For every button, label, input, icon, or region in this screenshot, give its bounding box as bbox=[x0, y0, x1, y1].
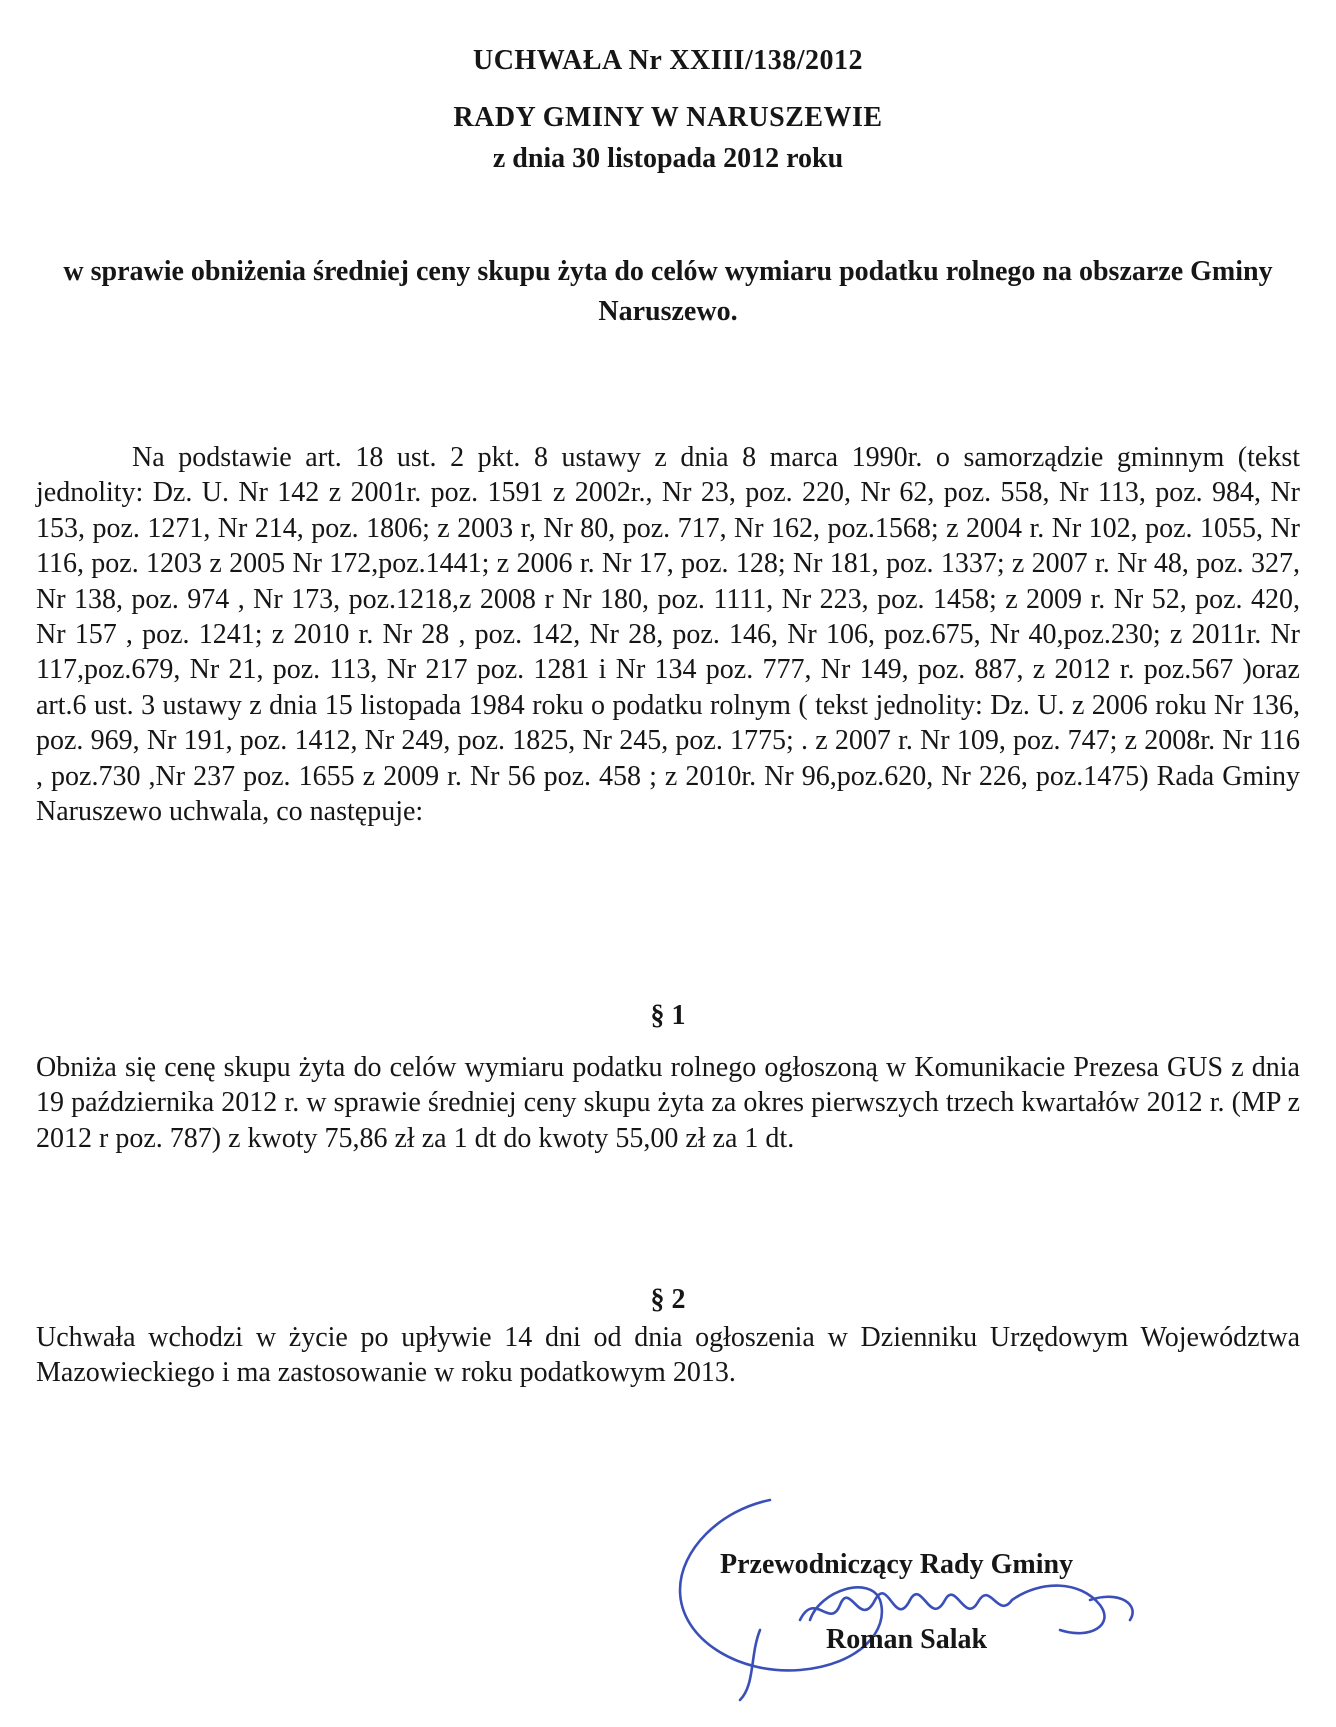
resolution-date: z dnia 30 listopada 2012 roku bbox=[492, 143, 844, 174]
section-2-text: Uchwała wchodzi w życie po upływie 14 dni od dnia ogłoszenia w Dzienniku Urzędowym Województwa Mazowieckiego i ma zastosowanie w roku podatkowym 2013. bbox=[36, 1322, 1300, 1389]
resolution-title: UCHWAŁA Nr XXIII/138/2012 bbox=[472, 45, 864, 76]
signatory-title: Przewodniczący Rady Gminy bbox=[720, 1549, 1074, 1580]
section-1-heading: § 1 bbox=[650, 1000, 686, 1031]
signatory-name: Roman Salak bbox=[826, 1624, 988, 1655]
section-1-text: Obniża się cenę skupu żyta do celów wymiaru podatku rolnego ogłoszoną w Komunikacie Prezesa GUS z dnia 19 października 2012 r. w sprawie średniej ceny skupu żyta za okres pierwszych trzech kwartałów 2012 r. (MP z 2012 r poz. 787) z kwoty 75,86 zł za 1 dt do kwoty 55,00 zł za 1 dt. bbox=[36, 1052, 1300, 1154]
signature-tail-stroke bbox=[1012, 1586, 1133, 1634]
resolution-subject: w sprawie obniżenia średniej ceny skupu żyta do celów wymiaru podatku rolnego na obszarze Gminy Naruszewo. bbox=[63, 256, 1273, 327]
handwritten-signature bbox=[660, 1480, 1180, 1710]
signature-wave-stroke bbox=[800, 1593, 1012, 1620]
council-name: RADY GMINY W NARUSZEWIE bbox=[453, 102, 883, 133]
section-2-heading: § 2 bbox=[650, 1284, 686, 1315]
legal-basis-paragraph: Na podstawie art. 18 ust. 2 pkt. 8 ustawy z dnia 8 marca 1990r. o samorządzie gminnym (tekst jednolity: Dz. U. Nr 142 z 2001r. poz. 1591 z 2002r., Nr 23, poz. 220, Nr 62, poz. 558, Nr 113, poz. 984, Nr 153, poz. 1271, Nr 214, poz. 1806; z 2003 r, Nr 80, poz. 717, Nr 162, poz.1568; z 2004 r. Nr 102, poz. 1055, Nr 116, poz. 1203 z 2005 Nr 172,poz.1441; z 2006 r. Nr 17, poz. 128; Nr 181, poz. 1337; z 2007 r. Nr 48, poz. 327, Nr 138, poz. 974 , Nr 173, poz.1218,z 2008 r Nr 180, poz. 1111, Nr 223, poz. 1458; z 2009 r. Nr 52, poz. 420, Nr 157 , poz. 1241; z 2010 r. Nr 28 , poz. 142, Nr 28, poz. 146, Nr 106, poz.675, Nr 40,poz.230; z 2011r. Nr 117,poz.679, Nr 21, poz. 113, Nr 217 poz. 1281 i Nr 134 poz. 777, Nr 149, poz. 887, z 2012 r. poz.567 )oraz art.6 ust. 3 ustawy z dnia 15 listopada 1984 roku o podatku rolnym ( tekst jednolity: Dz. U. z 2006 roku Nr 136, poz. 969, Nr 191, poz. 1412, Nr 249, poz. 1825, Nr 245, poz. 1775; . z 2007 r. Nr 109, poz. 747; z 2008r. Nr 116 , poz.730 ,Nr 237 poz. 1655 z 2009 r. Nr 56 poz. 458 ; z 2010r. Nr 96,poz.620, Nr 226, poz.1475) Rada Gminy Naruszewo uchwala, co następuje: bbox=[36, 442, 1300, 828]
